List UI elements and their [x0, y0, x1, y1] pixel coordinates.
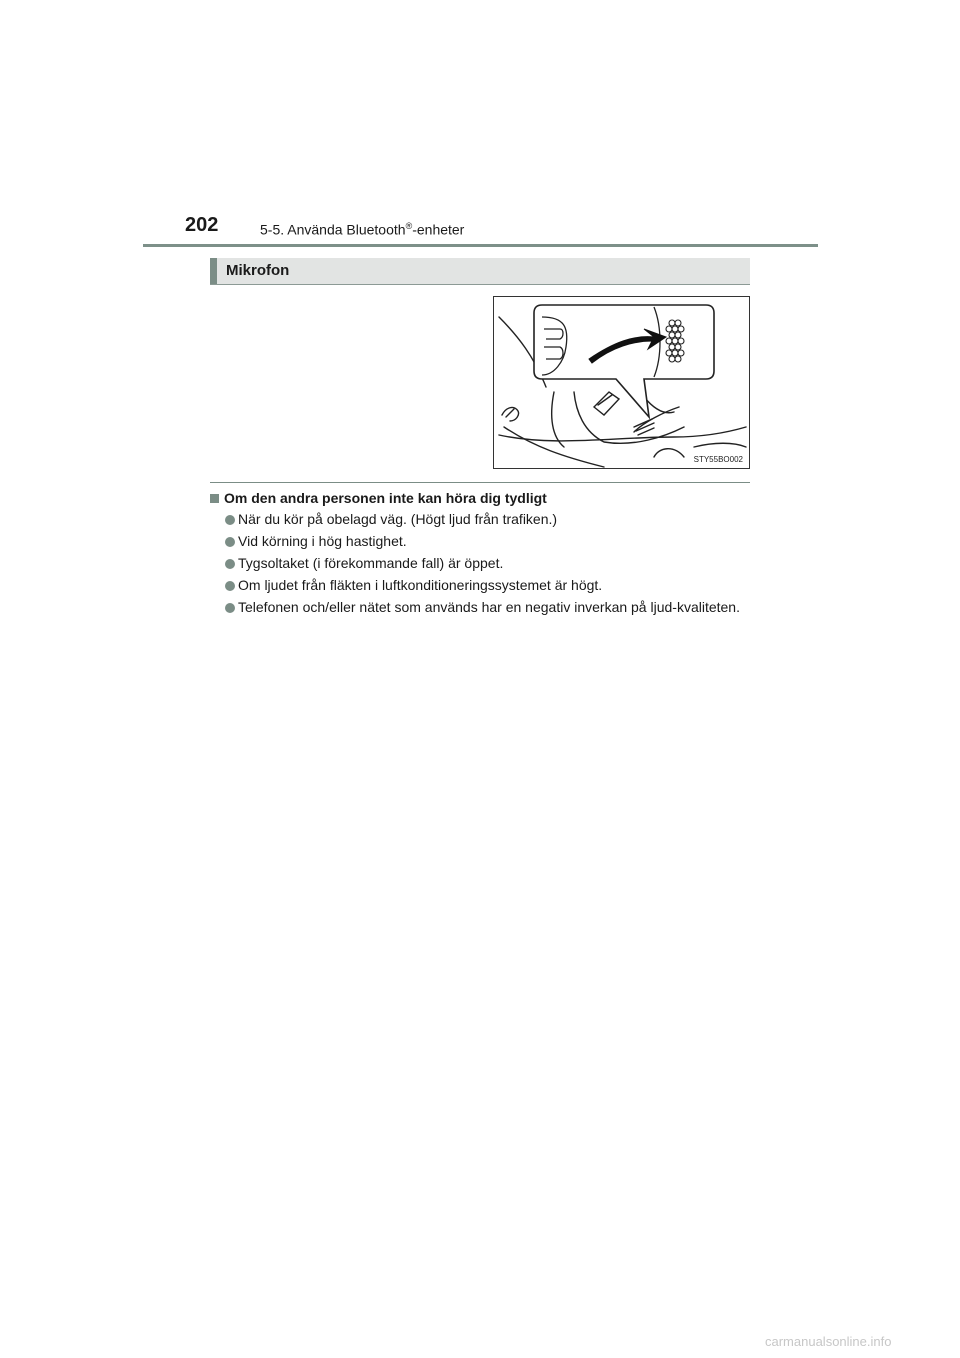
square-bullet-icon — [210, 494, 219, 503]
registered-mark: ® — [405, 221, 413, 231]
chapter-title-prefix: 5-5. Använda Bluetooth — [260, 221, 406, 238]
figure-code: STY55BO002 — [693, 455, 743, 464]
list-item-text: Tygsoltaket (i förekommande fall) är öppet. — [238, 555, 504, 571]
note-heading-text: Om den andra personen inte kan höra dig tydligt — [224, 490, 547, 506]
chapter-title-suffix: -enheter — [412, 221, 465, 238]
round-bullet-icon — [225, 581, 235, 591]
section-bar-accent — [210, 258, 217, 284]
note-list — [210, 511, 750, 616]
note-block — [210, 489, 750, 621]
list-item-text: När du kör på obelagd väg. (Högt ljud från trafiken.) — [238, 511, 558, 527]
round-bullet-icon — [225, 515, 235, 525]
list-item-text: Vid körning i hög hastighet. — [238, 533, 407, 549]
list-item — [210, 577, 750, 594]
microphone-illustration — [493, 296, 750, 469]
microphone-location-drawing — [494, 297, 749, 468]
list-item-text: Om ljudet från fläkten i luftkonditioneringssystemet är högt. — [238, 577, 603, 593]
page-number: 202 — [185, 214, 219, 236]
list-item — [210, 511, 750, 528]
list-item — [210, 599, 750, 616]
round-bullet-icon — [225, 559, 235, 569]
round-bullet-icon — [225, 603, 235, 613]
section-rule — [210, 482, 750, 483]
round-bullet-icon — [225, 537, 235, 547]
watermark: carmanualsonline.info — [765, 1334, 892, 1349]
section-heading-bar — [210, 258, 750, 285]
section-title: Mikrofon — [226, 262, 290, 279]
list-item — [210, 555, 750, 572]
header-rule — [143, 244, 818, 247]
list-item-text: Telefonen och/eller nätet som används har en negativ inverkan på ljud-kvaliteten. — [238, 599, 740, 615]
list-item — [210, 533, 750, 550]
chapter-title — [260, 221, 464, 238]
note-heading — [210, 489, 750, 507]
